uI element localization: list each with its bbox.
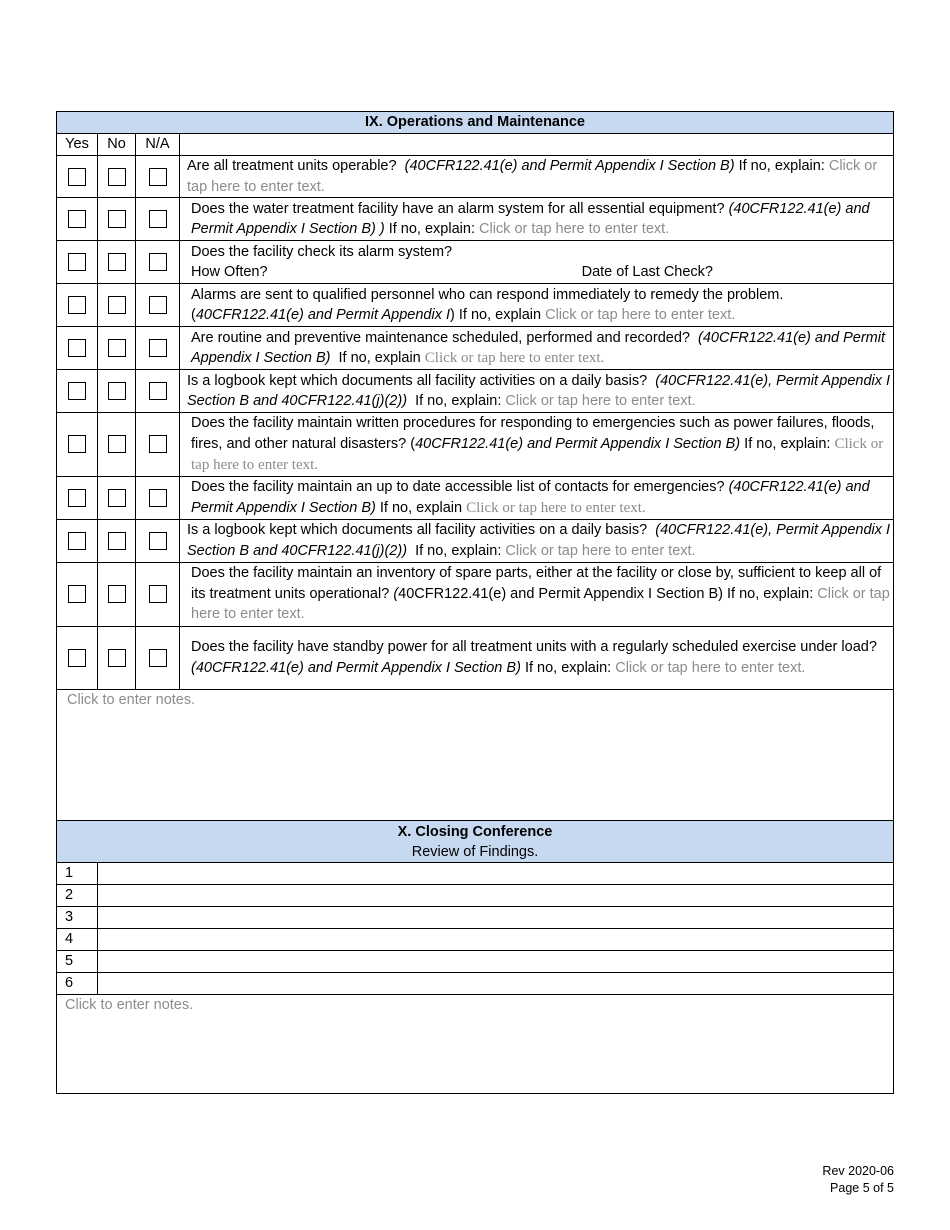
yes-checkbox[interactable]	[68, 489, 86, 507]
finding-row	[57, 929, 894, 951]
finding-field[interactable]	[98, 929, 894, 951]
how-often-label: How Often?	[191, 264, 268, 281]
yes-checkbox[interactable]	[68, 296, 86, 314]
explain-field[interactable]: Click or tap here to enter text.	[479, 221, 670, 238]
yes-checkbox[interactable]	[68, 435, 86, 453]
yes-checkbox[interactable]	[68, 532, 86, 550]
explain-field[interactable]: Click or tap here to enter text.	[191, 585, 890, 623]
question-row	[57, 413, 894, 476]
finding-row	[57, 951, 894, 973]
explain-field[interactable]: Click or tap here to enter text.	[545, 307, 736, 324]
question-text: Does the facility have standby power for all treatment units with a regularly scheduled exercise under load? (40CFR122.41(e) and Permit Appendix I Section B) If no, explain: Click or tap here to enter text.	[180, 626, 894, 689]
closing-conference-table	[56, 820, 894, 1094]
finding-number: 4	[57, 929, 98, 951]
column-header-question	[180, 134, 894, 156]
na-checkbox[interactable]	[149, 210, 167, 228]
finding-number: 6	[57, 973, 98, 995]
question-row	[57, 198, 894, 241]
question-text: Does the water treatment facility have an alarm system for all essential equipment? (40CFR122.41(e) and Permit Appendix I Section B) ) If no, explain: Click or tap here to enter text.	[180, 198, 894, 241]
finding-row	[57, 973, 894, 995]
question-text: Are routine and preventive maintenance scheduled, performed and recorded? (40CFR122.41(e) and Permit Appendix I Section B) If no, explain Click or tap here to enter text.	[180, 327, 894, 370]
yes-checkbox[interactable]	[68, 649, 86, 667]
na-checkbox[interactable]	[149, 649, 167, 667]
explain-field[interactable]: Click or tap here to enter text.	[505, 542, 696, 559]
no-checkbox[interactable]	[108, 168, 126, 186]
no-checkbox[interactable]	[108, 253, 126, 271]
no-checkbox[interactable]	[108, 382, 126, 400]
finding-field[interactable]	[98, 973, 894, 995]
question-text: Does the facility maintain an up to date accessible list of contacts for emergencies? (40CFR122.41(e) and Permit Appendix I Section B) If no, explain Click or tap here to enter text.	[180, 476, 894, 519]
na-checkbox[interactable]	[149, 435, 167, 453]
question-text: Does the facility check its alarm system? How Often? Date of Last Check?	[180, 241, 894, 284]
question-row	[57, 626, 894, 689]
finding-number: 2	[57, 885, 98, 907]
question-row	[57, 327, 894, 370]
question-row	[57, 562, 894, 626]
finding-number: 1	[57, 863, 98, 885]
no-checkbox[interactable]	[108, 649, 126, 667]
yes-checkbox[interactable]	[68, 168, 86, 186]
question-text: Alarms are sent to qualified personnel who can respond immediately to remedy the problem. (40CFR122.41(e) and Permit Appendix I) If no, explain Click or tap here to enter text.	[180, 284, 894, 327]
explain-field[interactable]: Click or tap here to enter text.	[424, 350, 605, 367]
explain-field[interactable]: Click or tap here to enter text.	[191, 436, 884, 473]
na-checkbox[interactable]	[149, 168, 167, 186]
finding-field[interactable]	[98, 907, 894, 929]
na-checkbox[interactable]	[149, 532, 167, 550]
finding-number: 5	[57, 951, 98, 973]
question-row	[57, 284, 894, 327]
last-check-label: Date of Last Check?	[581, 264, 713, 281]
finding-field[interactable]	[98, 951, 894, 973]
question-text: Is a logbook kept which documents all facility activities on a daily basis? (40CFR122.41(e), Permit Appendix I Section B and 40CFR122.41(j)(2)) If no, explain: Click or tap here to enter text.	[180, 370, 894, 413]
question-row	[57, 370, 894, 413]
no-checkbox[interactable]	[108, 585, 126, 603]
operations-maintenance-table	[56, 111, 894, 825]
section-ix-notes-field[interactable]: Click to enter notes.	[57, 689, 894, 824]
yes-checkbox[interactable]	[68, 585, 86, 603]
finding-row	[57, 885, 894, 907]
finding-field[interactable]	[98, 885, 894, 907]
question-text: Does the facility maintain an inventory of spare parts, either at the facility or close by, sufficient to keep all of its treatment units operational? (40CFR122.41(e) and Permit Appendix I Section B) If no, explain: Click or tap here to enter text.	[180, 562, 894, 626]
revision-label: Rev 2020-06	[822, 1164, 894, 1178]
page-footer	[822, 1163, 894, 1197]
explain-field[interactable]: Click or tap here to enter text.	[615, 659, 806, 676]
question-row	[57, 156, 894, 198]
section-x-subtitle: Review of Findings.	[411, 843, 539, 860]
no-checkbox[interactable]	[108, 489, 126, 507]
finding-number: 3	[57, 907, 98, 929]
na-checkbox[interactable]	[149, 585, 167, 603]
na-checkbox[interactable]	[149, 382, 167, 400]
section-ix-title: IX. Operations and Maintenance	[57, 112, 894, 134]
na-checkbox[interactable]	[149, 253, 167, 271]
section-x-header	[57, 821, 894, 863]
section-x-notes-field[interactable]: Click to enter notes.	[57, 995, 894, 1094]
column-header-na: N/A	[136, 134, 180, 156]
finding-field[interactable]	[98, 863, 894, 885]
column-header-no: No	[98, 134, 136, 156]
no-checkbox[interactable]	[108, 210, 126, 228]
finding-row	[57, 863, 894, 885]
page-number: Page 5 of 5	[830, 1181, 894, 1195]
yes-checkbox[interactable]	[68, 339, 86, 357]
question-text: Are all treatment units operable? (40CFR122.41(e) and Permit Appendix I Section B) If no, explain: Click or tap here to enter text.	[180, 156, 894, 198]
na-checkbox[interactable]	[149, 489, 167, 507]
question-row	[57, 241, 894, 284]
no-checkbox[interactable]	[108, 339, 126, 357]
yes-checkbox[interactable]	[68, 382, 86, 400]
question-text: Does the facility maintain written procedures for responding to emergencies such as power failures, floods, fires, and other natural disasters? (40CFR122.41(e) and Permit Appendix I Section B) If no, explain: Click or tap here to enter text.	[180, 413, 894, 476]
explain-field[interactable]: Click or tap here to enter text.	[187, 158, 878, 195]
question-row	[57, 519, 894, 562]
question-row	[57, 476, 894, 519]
na-checkbox[interactable]	[149, 296, 167, 314]
explain-field[interactable]: Click or tap here to enter text.	[466, 499, 646, 516]
column-header-yes: Yes	[57, 134, 98, 156]
finding-row	[57, 907, 894, 929]
na-checkbox[interactable]	[149, 339, 167, 357]
yes-checkbox[interactable]	[68, 210, 86, 228]
no-checkbox[interactable]	[108, 435, 126, 453]
section-x-title: X. Closing Conference	[397, 823, 553, 840]
no-checkbox[interactable]	[108, 296, 126, 314]
no-checkbox[interactable]	[108, 532, 126, 550]
explain-field[interactable]: Click or tap here to enter text.	[505, 393, 696, 410]
yes-checkbox[interactable]	[68, 253, 86, 271]
question-text: Is a logbook kept which documents all facility activities on a daily basis? (40CFR122.41(e), Permit Appendix I Section B and 40CFR122.41(j)(2)) If no, explain: Click or tap here to enter text.	[180, 519, 894, 562]
